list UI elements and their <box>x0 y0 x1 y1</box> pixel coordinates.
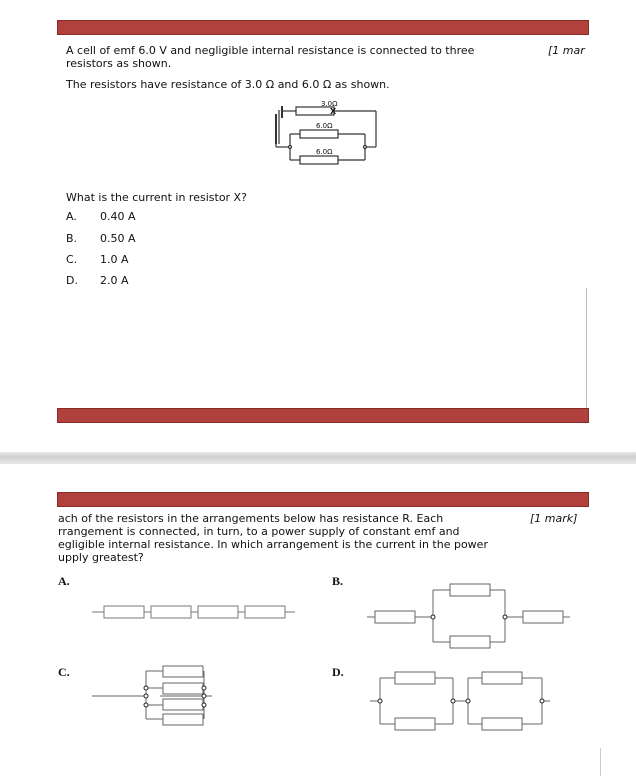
q1-text-line1: A cell of emf 6.0 V and negligible internal resistance is connected to three <box>66 44 475 57</box>
resistor-x-value: 3.0Ω <box>321 100 338 108</box>
arrangement-d-diagram <box>370 668 555 728</box>
q2-text-line4: upply greatest? <box>58 551 144 564</box>
panel-border <box>586 288 587 410</box>
option-letter: A. <box>66 210 77 223</box>
q2-text-line3: egligible internal resistance. In which arrangement is the current in the power <box>58 538 488 551</box>
arrangement-c-label[interactable]: C. <box>58 665 70 679</box>
option-text: 1.0 A <box>100 253 129 266</box>
arrangement-b-label[interactable]: B. <box>332 574 344 588</box>
q1-text-line3: The resistors have resistance of 3.0 Ω and 6.0 Ω as shown. <box>66 78 390 91</box>
arrangement-a-diagram <box>90 600 300 624</box>
q1-question: What is the current in resistor X? <box>66 191 247 204</box>
option-text: 0.50 A <box>100 232 136 245</box>
page-separator <box>0 452 636 464</box>
q2-marks: [1 mark] <box>530 512 578 525</box>
arrangement-c-diagram <box>90 665 220 725</box>
resistor-x-label: X <box>330 107 337 116</box>
question-footer-bar <box>57 408 589 423</box>
question-header-bar-2 <box>57 492 589 507</box>
option-text: 0.40 A <box>100 210 136 223</box>
question-header-bar <box>57 20 589 35</box>
arrangement-b-diagram <box>355 575 570 645</box>
arrangement-d-label[interactable]: D. <box>332 665 344 679</box>
q2-text-line2: rrangement is connected, in turn, to a power supply of constant emf and <box>58 525 460 538</box>
option-text: 2.0 A <box>100 274 129 287</box>
panel-border-2 <box>600 748 601 776</box>
q1-text-line2: resistors as shown. <box>66 57 172 70</box>
resistor-2-value: 6.0Ω <box>316 122 333 130</box>
resistor-3-value: 6.0Ω <box>316 148 333 156</box>
arrangement-a-label[interactable]: A. <box>58 574 70 588</box>
q2-text-line1: ach of the resistors in the arrangements below has resistance R. Each <box>58 512 444 525</box>
q1-circuit-diagram <box>260 96 390 176</box>
option-letter: B. <box>66 232 78 245</box>
option-letter: D. <box>66 274 78 287</box>
q1-marks: [1 mar <box>548 44 585 57</box>
option-letter: C. <box>66 253 78 266</box>
